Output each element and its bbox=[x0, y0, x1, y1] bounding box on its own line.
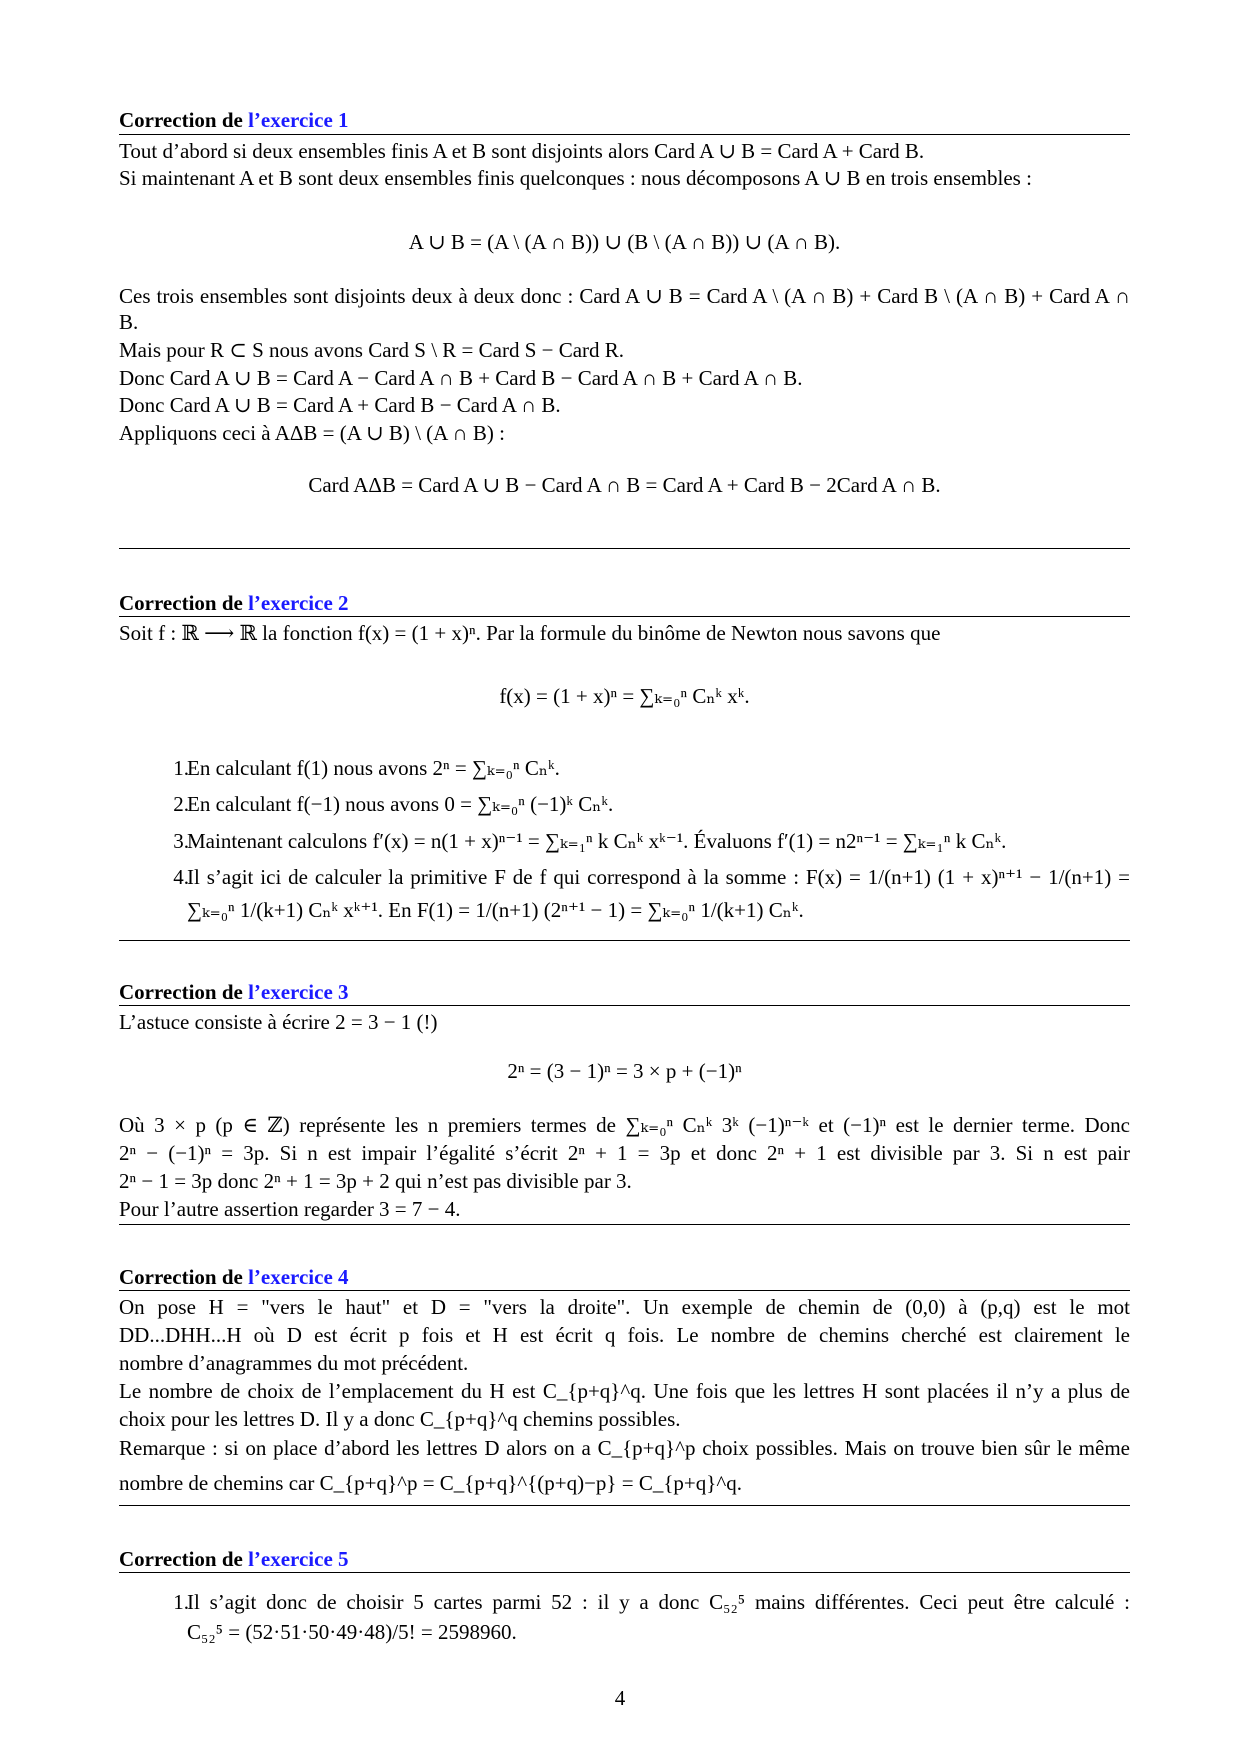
list-text: Maintenant calculons f′(x) = n(1 + x)ⁿ⁻¹ = ∑ₖ₌₁ⁿ k Cₙᵏ xᵏ⁻¹. Évaluons f′(1) = n2ⁿ⁻¹ = ∑ₖ₌₁ⁿ k Cₙᵏ. bbox=[187, 829, 1007, 853]
section-separator bbox=[119, 548, 1130, 549]
exercise-link-5[interactable]: l’exercice 5 bbox=[248, 1547, 349, 1571]
text-line: Où 3 × p (p ∈ ℤ) représente les n premiers termes de ∑ₖ₌₀ⁿ Cₙᵏ 3ᵏ (−1)ⁿ⁻ᵏ et (−1)ⁿ est le dernier terme. Donc bbox=[119, 1113, 1130, 1137]
exercise-link-3[interactable]: l’exercice 3 bbox=[248, 980, 349, 1004]
text-line: Donc Card A ∪ B = Card A + Card B − Card A ∩ B. bbox=[119, 393, 561, 417]
display-equation: A ∪ B = (A \ (A ∩ B)) ∪ (B \ (A ∩ B)) ∪ (A ∩ B). bbox=[408, 230, 841, 254]
text-line: choix pour les lettres D. Il y a donc C_{p+q}^q chemins possibles. bbox=[119, 1407, 681, 1431]
section-heading-5 bbox=[119, 1546, 1130, 1572]
list-text: Il s’agit ici de calculer la primitive F de f qui correspond à la somme : F(x) = 1/(n+1) (1 + x)ⁿ⁺¹ − 1/(n+1) = bbox=[187, 865, 1130, 889]
heading-rule bbox=[119, 1290, 1130, 1291]
list-number: 2. bbox=[173, 792, 189, 816]
heading-rule bbox=[119, 134, 1130, 135]
section-heading-1 bbox=[119, 107, 1130, 133]
text-line: Donc Card A ∪ B = Card A − Card A ∩ B + Card B − Card A ∩ B + Card A ∩ B. bbox=[119, 366, 803, 390]
list-number: 1. bbox=[173, 756, 189, 780]
text-line: DD...DHH...H où D est écrit p fois et H est écrit q fois. Le nombre de chemins cherché est clairement le bbox=[119, 1323, 1130, 1347]
section-heading-4 bbox=[119, 1264, 1130, 1290]
list-text: En calculant f(1) nous avons 2ⁿ = ∑ₖ₌₀ⁿ Cₙᵏ. bbox=[187, 756, 560, 780]
text-line: nombre de chemins car C_{p+q}^p = C_{p+q}^{(p+q)−p} = C_{p+q}^q. bbox=[119, 1471, 742, 1495]
text-line: B. bbox=[119, 310, 139, 334]
page-number: 4 bbox=[614, 1686, 626, 1710]
list-text: C₅₂⁵ = (52·51·50·49·48)/5! = 2598960. bbox=[187, 1620, 517, 1644]
list-text: En calculant f(−1) nous avons 0 = ∑ₖ₌₀ⁿ (−1)ᵏ Cₙᵏ. bbox=[187, 792, 614, 816]
section-heading-2 bbox=[119, 590, 1130, 616]
exercise-link-2[interactable]: l’exercice 2 bbox=[248, 591, 349, 615]
text-line: 2ⁿ − 1 = 3p donc 2ⁿ + 1 = 3p + 2 qui n’est pas divisible par 3. bbox=[119, 1169, 632, 1193]
heading-prefix: Correction de bbox=[119, 108, 243, 132]
list-text: ∑ₖ₌₀ⁿ 1/(k+1) Cₙᵏ xᵏ⁺¹. En F(1) = 1/(n+1) (2ⁿ⁺¹ − 1) = ∑ₖ₌₀ⁿ 1/(k+1) Cₙᵏ. bbox=[187, 898, 804, 922]
section-separator bbox=[119, 1224, 1130, 1225]
section-separator bbox=[119, 940, 1130, 941]
heading-rule bbox=[119, 616, 1130, 617]
text-line: Soit f : ℝ ⟶ ℝ la fonction f(x) = (1 + x)ⁿ. Par la formule du binôme de Newton nous savons que bbox=[119, 621, 941, 645]
text-line: nombre d’anagrammes du mot précédent. bbox=[119, 1351, 469, 1375]
exercise-link-4[interactable]: l’exercice 4 bbox=[248, 1265, 349, 1289]
display-equation: 2ⁿ = (3 − 1)ⁿ = 3 × p + (−1)ⁿ bbox=[507, 1059, 742, 1083]
text-line: Pour l’autre assertion regarder 3 = 7 − 4. bbox=[119, 1197, 461, 1221]
text-line: Tout d’abord si deux ensembles finis A et B sont disjoints alors Card A ∪ B = Card A + Card B. bbox=[119, 139, 925, 163]
list-number: 4. bbox=[173, 865, 189, 889]
list-text: Il s’agit donc de choisir 5 cartes parmi 52 : il y a donc C₅₂⁵ mains différentes. Ceci peut être calculé : bbox=[187, 1590, 1130, 1614]
heading-prefix: Correction de bbox=[119, 591, 243, 615]
list-number: 1. bbox=[173, 1590, 189, 1614]
display-equation: f(x) = (1 + x)ⁿ = ∑ₖ₌₀ⁿ Cₙᵏ xᵏ. bbox=[499, 684, 750, 708]
heading-prefix: Correction de bbox=[119, 1547, 243, 1571]
heading-rule bbox=[119, 1572, 1130, 1573]
heading-prefix: Correction de bbox=[119, 980, 243, 1004]
text-line: 2ⁿ − (−1)ⁿ = 3p. Si n est impair l’égalité s’écrit 2ⁿ + 1 = 3p et donc 2ⁿ + 1 est divisible par 3. Si n est pair bbox=[119, 1141, 1130, 1165]
heading-rule bbox=[119, 1005, 1130, 1006]
list-number: 3. bbox=[173, 829, 189, 853]
text-line: L’astuce consiste à écrire 2 = 3 − 1 (!) bbox=[119, 1010, 438, 1034]
section-heading-3 bbox=[119, 979, 1130, 1005]
exercise-link-1[interactable]: l’exercice 1 bbox=[248, 108, 349, 132]
text-line: Mais pour R ⊂ S nous avons Card S \ R = Card S − Card R. bbox=[119, 338, 625, 362]
text-line: On pose H = "vers le haut" et D = "vers la droite". Un exemple de chemin de (0,0) à (p,q) est le mot bbox=[119, 1295, 1130, 1319]
section-separator bbox=[119, 1505, 1130, 1506]
text-line: Si maintenant A et B sont deux ensembles finis quelconques : nous décomposons A ∪ B en trois ensembles : bbox=[119, 166, 1032, 190]
text-line: Ces trois ensembles sont disjoints deux à deux donc : Card A ∪ B = Card A \ (A ∩ B) + Card B \ (A ∩ B) + Card A ∩ bbox=[119, 284, 1130, 308]
text-line: Le nombre de choix de l’emplacement du H est C_{p+q}^q. Une fois que les lettres H sont placées il n’y a plus de bbox=[119, 1379, 1130, 1403]
text-line: Appliquons ceci à AΔB = (A ∪ B) \ (A ∩ B) : bbox=[119, 421, 505, 445]
heading-prefix: Correction de bbox=[119, 1265, 243, 1289]
text-line: Remarque : si on place d’abord les lettres D alors on a C_{p+q}^p choix possibles. Mais on trouve bien sûr le même bbox=[119, 1436, 1130, 1460]
display-equation: Card AΔB = Card A ∪ B − Card A ∩ B = Card A + Card B − 2Card A ∩ B. bbox=[308, 473, 941, 497]
